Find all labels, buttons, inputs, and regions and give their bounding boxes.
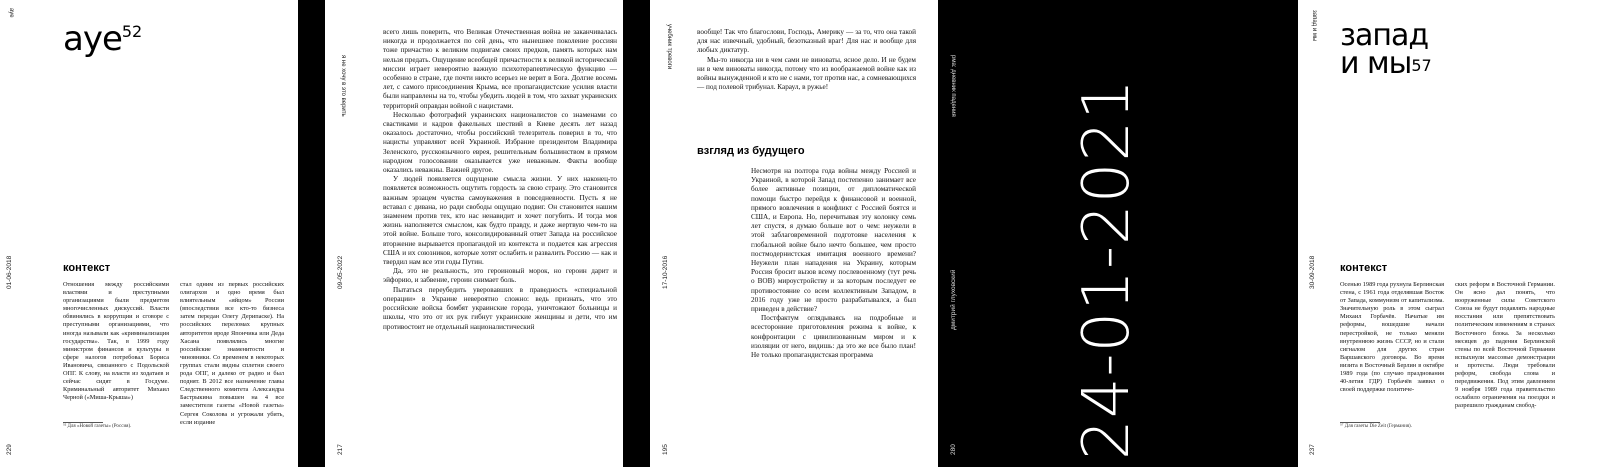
- essay-paragraph: Несмотря на полтора года войны между Россией и Украиной, в которой Запад постепенно занимает все более активные позиции, от дипломатической помощи быстро перейдя к финансовой и военной, прямого вовлечения в конфликт с Россией боятся и США, и Европа. Но, перечитывая эту колонку семь лет спустя, я думаю больше вот о чем: неужели в этой заблаговременной подготовке населения к глобальной войне было нечто большее, чем просто постмодернистская имитация военного времени? Неужели план нападения на Украину, которым Россия бросит вызов всему послевоенному (тут речь о ВОВ) мироустройству и за которым последует ее противостояние со всем коллективным Западом, в 2016 году уже не просто разрабатывался, а был приведен в действие?: [751, 167, 916, 314]
- section-heading: контекст: [1340, 262, 1388, 274]
- side-date: 01-06-2018: [6, 255, 13, 289]
- section-heading: контекст: [63, 262, 111, 274]
- essay-paragraph: Да, это не реальность, это героиновый морок, но героин дарит и эйфорию, и забвение, героин снимает боль.: [383, 267, 617, 285]
- context-column-2: [180, 281, 284, 426]
- section-heading: взгляд из будущего: [697, 145, 805, 157]
- essay-paragraph: вообще! Так что благослови, Господь, Америку — за то, что она такой для нас извечный, удобный, безотказный враг! Для нас и вообще для любых диктатур.: [697, 28, 916, 55]
- page-number: 237: [1309, 444, 1316, 455]
- context-text-1: Осенью 1989 года рухнула Берлинская стена, с 1961 года отделявшая Восток от Запада, коммунизм от капитализма. Значительную роль в этом сыграл Михаил Горбачёв. Начатые им реформы, вошедшие начали перестройкой, не только меняли внутреннюю жизнь СССР, но и стали сигналом для других стран Варшавского договора. Во время визита в Восточный Берлин в октябре 1989 года (по случаю празднования 40-летия ГДР) Горбачёв заявил о своей поддержке политиче-: [1340, 281, 1444, 394]
- context-column-1: [1340, 281, 1444, 419]
- page-ne-khochu: [325, 0, 623, 467]
- context-text-2: ских реформ в Восточной Германии. Он ясно дал понять, что вооруженные силы Советского Союза не будут подавлять народные восстания или препятствовать политическим изменениям в странах Восточного блока. За несколько месяцев до падения Берлинской стены по всей Восточной Германии вспыхнули массовые демонстрации и протесты. Люди требовали реформ, свобода слова и передвижения. Под этим давлением 9 ноября 1989 года правительство ослабило ограничения на поездки и разрешило гражданам свобод-: [1455, 281, 1555, 410]
- essay-paragraph: У людей появляется ощущение смысла жизни. У них наконец-то появляется возможность ощутить гордость за свою страну. Это становится важным эрзацем чувства самоуважения в повседневности. Пусть я не вставал с дивана, но ради свободы ощущаю подвиг. Он становится нашим знаменем против тех, кто нас ненавидит и хочет погубить. И тогда моя жизнь наполняется смыслом, как будто правду, и даже жертвую чем-то на этой войне. Больше того, консолидированный ответ Запада на российское вторжение вырывается пропагандой из контекста и подается как агрессия США и их союзников, которые хотят ослабить и развалить Россию — как и твердил нам все эти годы Путин.: [383, 175, 617, 267]
- chapter-title-line-2: и мы: [1340, 46, 1412, 81]
- page-number: 280: [950, 444, 957, 455]
- page-uchebnik-trevogi: [650, 0, 938, 467]
- chapter-title-word: ауе: [63, 19, 122, 59]
- essay-paragraph: Мы-то никогда ни в чем сами не виноваты, ясное дело. И не будем ни в чем виноваты никогда, потому что из воображаемой войне как из войны вынужденной и кто не с нами, тот против нас, а сомневающихся — под полевой трибунал. Караул, в ружье!: [697, 55, 916, 92]
- page-zapad-i-my: [1298, 0, 1600, 467]
- essay-paragraph: всего лишь поверить, что Великая Отечественная война не заканчивалась никогда и продолжается по сей день, что нынешнее поколение россиян тоже причастно к великим подвигам своих предков, память которых нам нельзя предать. Ощущение всеобщей причастности к великой исторической миссии играет невероятно важную психотерапевтическую функцию — особенно в стране, где почти никто всерьез не верит в Бога. Долгие восемь лет, с самого присоединения Крыма, все пропагандистские усилия власти были направлены на то, чтобы убедить людей в том, что захват украинских территорий оправдан войной с нацистами.: [383, 28, 617, 110]
- essay-body-top: [697, 28, 916, 120]
- page-gap: [623, 0, 650, 467]
- page-gap: [298, 0, 325, 467]
- running-head: ауе: [8, 8, 14, 18]
- essay-paragraph: Пытаться переубедить уверовавших в праведность «специальной операции» в Украине невероятно сложно: ведь признать, что это российские войска бомбят украинские города, уничтожают больницы и школы, что это от их рук гибнут украинские женщины и дети, что им противостоит не отдельный националистический: [383, 285, 617, 331]
- chapter-number: 52: [121, 22, 143, 41]
- running-head: запад и мы: [1311, 10, 1317, 42]
- footnote-rule: [63, 422, 103, 423]
- page-number: 229: [6, 444, 13, 455]
- side-date: 30-09-2018: [1309, 255, 1316, 289]
- footnote: ⁵² Для «Новой газеты» (Россия).: [63, 424, 132, 429]
- essay-body: [383, 28, 617, 460]
- page-gap: [1271, 0, 1298, 467]
- footnote-rule: [1340, 422, 1380, 423]
- essay-paragraph: Несколько фотографий украинских националистов со знаменами со свастиками и кадров факельных шествий в Киеве десять лет назад оказалось достаточно, чтобы российский телезритель поверил в то, что нацисты управляют всей Украиной. Избрание президентом Владимира Зеленского, русскоязычного еврея, решительным большинством в прямом народном голосовании оказывается уже неважным. Факты вообще оказались неважны. Важней другое.: [383, 110, 617, 175]
- footnote: ⁵⁷ Для газеты Die Zeit (Германия).: [1340, 424, 1412, 429]
- chapter-title-line-1: запад: [1340, 18, 1429, 53]
- author-name: дмитрий глуховский: [950, 269, 957, 330]
- essay-paragraph: Постфактум оглядываясь на подробные и всесторонние приготовления режима к войне, к конфронтации с цивилизованным миром и к изоляции от него, видишь: да это же все было план! Не только пропагандистская программа: [751, 314, 916, 360]
- chapter-title: [1340, 18, 1432, 81]
- page-number: 217: [337, 444, 344, 455]
- context-text-1: Отношения между российскими властями и преступными организациями были предметом многочисленных дискуссий. Власти обвинялись в коррупции и сговоре с преступными организациями, что иногда называли как «криминализация государства». Так, в 1999 году министром финансов и культуры в сфере налогов потребовал Бориса Ивановича, связанного с Подольской ОПГ. К слову, на власти из ходатаев и сейчас сидят в Госдуме. Криминальный авторитет Михаил Черной («Миша-Крыша»): [63, 281, 169, 402]
- chapter-number: 57: [1411, 56, 1432, 75]
- chapter-date: 24-01-2021: [1070, 78, 1144, 460]
- context-text-2: стал одним из первых российских олигархов и одно время был влиятельным «яйцом» России (впоследствии все кто-то бизнеса затем передан Олегу Дерипаске). На российских переломах крупных авторитетов вроде Япончика или Деда Хасана появлялись многие российские знаменитости и чиновники. Со временем в некоторых группах стали видны сплетни своего рода ОПГ, и далеко от радио и был поднят. В 2012 все назначение главы Следственного комитета Александра Бастрыкина повышен на 4 все заместителя газеты «Новой газеты» Сергея Соколова и угрожали убить, если издание: [180, 281, 284, 426]
- context-column-1: [63, 281, 169, 419]
- side-date: 09-05-2022: [337, 255, 344, 289]
- chapter-title-line-2-wrap: [1340, 46, 1432, 81]
- page-number: 195: [662, 444, 669, 455]
- context-column-2: [1455, 281, 1555, 433]
- page-dnevnik-padeniya: [938, 0, 1271, 467]
- page-aue: [0, 0, 298, 467]
- chapter-title: [63, 19, 143, 59]
- running-head: учебник тревоги: [666, 24, 672, 70]
- essay-body-bottom: [751, 167, 916, 460]
- running-head: я не хочу в это верить: [340, 55, 346, 117]
- running-head: рма: дневник падения: [950, 55, 956, 117]
- side-date: 17-10-2016: [662, 255, 669, 289]
